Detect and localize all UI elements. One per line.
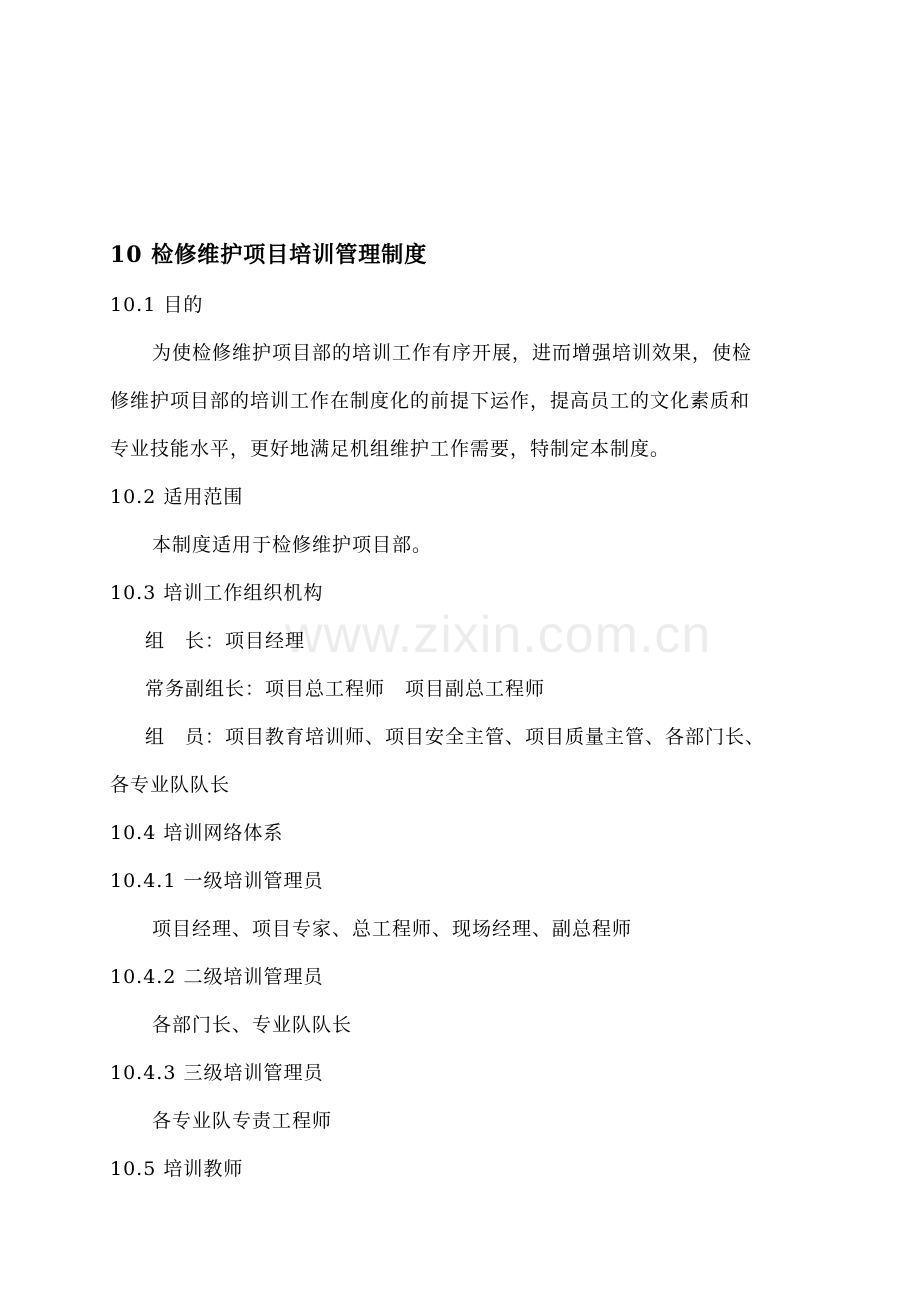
section-10-4-3-title: 10.4.3 三级培训管理员 <box>110 1062 324 1084</box>
watermark: www.zixin.com.cn <box>285 606 712 664</box>
paragraph-line: 为使检修维护项目部的培训工作有序开展，进而增强培训效果，使检 <box>152 342 753 364</box>
paragraph-line: 各专业队专责工程师 <box>152 1110 333 1132</box>
paragraph-line: 专业技能水平，更好地满足机组维护工作需要，特制定本制度。 <box>110 438 671 460</box>
chapter-title: 10 检修维护项目培训管理制度 <box>110 242 428 268</box>
section-10-4-2-title: 10.4.2 二级培训管理员 <box>110 966 324 988</box>
paragraph-line: 本制度适用于检修维护项目部。 <box>152 534 433 556</box>
paragraph-line: 修维护项目部的培训工作在制度化的前提下运作，提高员工的文化素质和 <box>110 390 751 412</box>
paragraph-line: 项目经理、项目专家、总工程师、现场经理、副总程师 <box>152 918 633 940</box>
section-10-1-title: 10.1 目的 <box>110 294 204 316</box>
org-members: 组 员：项目教育培训师、项目安全主管、项目质量主管、各部门长、 <box>145 726 766 748</box>
section-10-3-title: 10.3 培训工作组织机构 <box>110 582 324 604</box>
section-10-5-title: 10.5 培训教师 <box>110 1158 244 1180</box>
section-10-4-title: 10.4 培训网络体系 <box>110 822 284 844</box>
paragraph-line: 各部门长、专业队队长 <box>152 1014 353 1036</box>
section-10-4-1-title: 10.4.1 一级培训管理员 <box>110 870 324 892</box>
org-members-continued: 各专业队队长 <box>110 774 231 796</box>
org-deputy-leader: 常务副组长：项目总工程师 项目副总工程师 <box>145 678 546 700</box>
org-leader: 组 长：项目经理 <box>145 630 306 652</box>
section-10-2-title: 10.2 适用范围 <box>110 486 244 508</box>
